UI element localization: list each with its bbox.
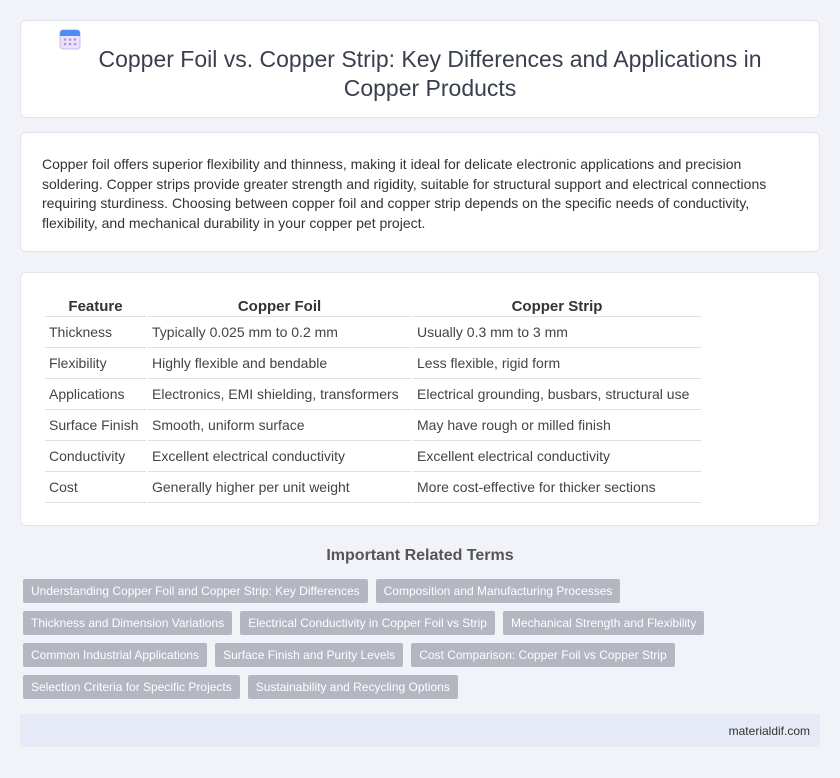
title-wrap xyxy=(61,45,799,103)
table-row xyxy=(45,348,701,379)
comparison-table-card xyxy=(20,272,820,526)
table-cell: Surface Finish xyxy=(45,410,146,441)
term-row xyxy=(23,675,823,699)
table-header-row xyxy=(45,293,701,317)
table-cell: Excellent electrical conductivity xyxy=(413,441,701,472)
related-term-tag[interactable]: Electrical Conductivity in Copper Foil vs Strip xyxy=(240,611,495,635)
column-header-copper-strip: Copper Strip xyxy=(413,293,701,317)
table-cell: Typically 0.025 mm to 0.2 mm xyxy=(148,317,411,348)
table-cell: Conductivity xyxy=(45,441,146,472)
table-cell: May have rough or milled finish xyxy=(413,410,701,441)
related-terms xyxy=(23,579,823,707)
table-cell: Usually 0.3 mm to 3 mm xyxy=(413,317,701,348)
table-cell: Flexibility xyxy=(45,348,146,379)
table-cell: Electronics, EMI shielding, transformers xyxy=(148,379,411,410)
related-term-tag[interactable]: Composition and Manufacturing Processes xyxy=(376,579,621,603)
related-term-tag[interactable]: Cost Comparison: Copper Foil vs Copper Strip xyxy=(411,643,674,667)
header-card xyxy=(20,20,820,118)
term-row xyxy=(23,611,823,635)
table-row xyxy=(45,441,701,472)
table-cell: Highly flexible and bendable xyxy=(148,348,411,379)
site-link[interactable]: materialdif.com xyxy=(728,724,810,738)
term-row xyxy=(23,579,823,603)
summary-card xyxy=(20,132,820,252)
related-term-tag[interactable]: Common Industrial Applications xyxy=(23,643,207,667)
summary-text: Copper foil offers superior flexibility and thinness, making it ideal for delicate electronic applications and precision soldering. Copper strips provide greater strength and rigidity, suitable for structural support and electrical connections requiring sturdiness. Choosing between copper foil and copper strip depends on the specific needs of conductivity, flexibility, and mechanical durability in your copper pet project. xyxy=(42,156,767,231)
table-row xyxy=(45,410,701,441)
table-row xyxy=(45,379,701,410)
table-cell: Thickness xyxy=(45,317,146,348)
comparison-table xyxy=(43,293,703,503)
column-header-feature: Feature xyxy=(45,293,146,317)
table-cell: Excellent electrical conductivity xyxy=(148,441,411,472)
related-term-tag[interactable]: Mechanical Strength and Flexibility xyxy=(503,611,704,635)
table-cell: More cost-effective for thicker sections xyxy=(413,472,701,503)
related-term-tag[interactable]: Selection Criteria for Specific Projects xyxy=(23,675,240,699)
related-term-tag[interactable]: Sustainability and Recycling Options xyxy=(248,675,458,699)
table-row xyxy=(45,317,701,348)
table-row xyxy=(45,472,701,503)
table-cell: Electrical grounding, busbars, structural use xyxy=(413,379,701,410)
table-cell: Generally higher per unit weight xyxy=(148,472,411,503)
table-cell: Smooth, uniform surface xyxy=(148,410,411,441)
footer xyxy=(20,714,820,747)
related-term-tag[interactable]: Thickness and Dimension Variations xyxy=(23,611,232,635)
related-term-tag[interactable]: Understanding Copper Foil and Copper Strip: Key Differences xyxy=(23,579,368,603)
related-term-tag[interactable]: Surface Finish and Purity Levels xyxy=(215,643,403,667)
table-cell: Applications xyxy=(45,379,146,410)
table-cell: Less flexible, rigid form xyxy=(413,348,701,379)
related-terms-title: Important Related Terms xyxy=(326,547,514,564)
column-header-copper-foil: Copper Foil xyxy=(148,293,411,317)
term-row xyxy=(23,643,823,667)
table-cell: Cost xyxy=(45,472,146,503)
page-title: Copper Foil vs. Copper Strip: Key Differences and Applications in Copper Products xyxy=(98,46,762,101)
